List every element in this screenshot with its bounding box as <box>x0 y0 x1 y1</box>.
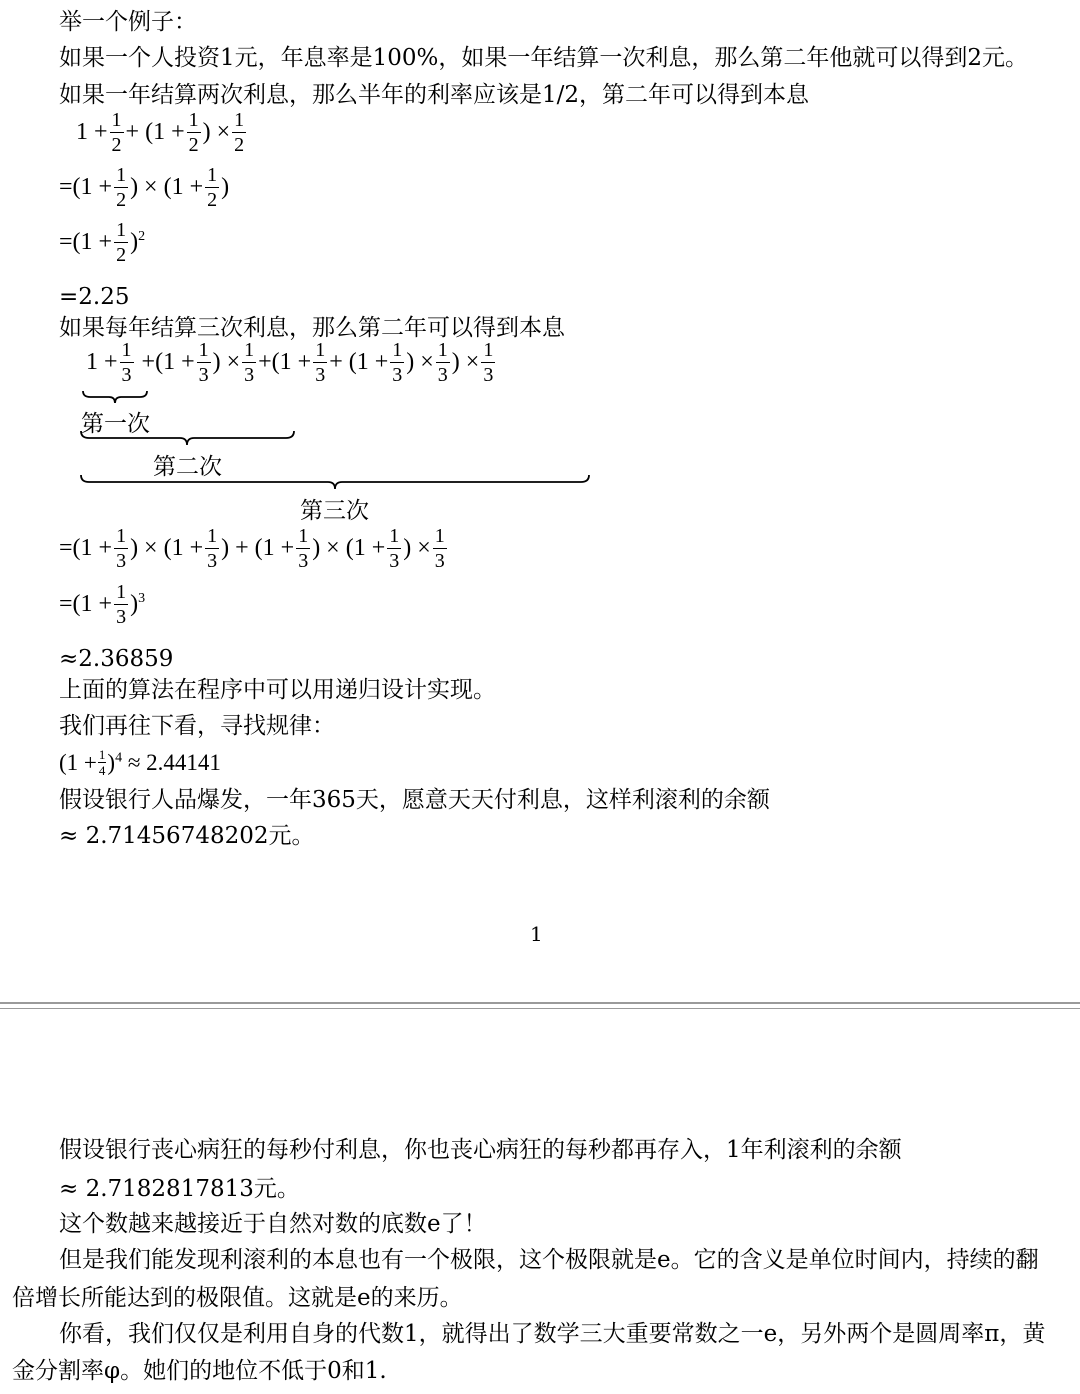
page-number: 1 <box>530 922 543 946</box>
equation-quarter: (1 + $\frac{1}{4}$ )$^4$ ≈ 2.44141 <box>59 747 221 778</box>
brace-label-second: 第二次 <box>153 454 222 480</box>
page-divider-inner <box>0 1008 1080 1009</box>
paragraph-second: 假设银行丧心病狂的每秒付利息，你也丧心病狂的每秒都再存入，1年利滚利的余额 <box>59 1137 902 1163</box>
intro-text: 举一个例子： <box>59 9 197 35</box>
equation-third-sum: 1 + $\frac{1}{3}$ +(1 + $\frac{1}{3}$ ) × $\frac{1}{3}$ +(1 + $\frac{1}{3}$ + (1 + $\frac{1}{3}$ ) × $\frac{1}{3}$ ) × $\frac{1}{3}$ <box>86 339 494 386</box>
paragraph-limit-line2: 倍增长所能达到的极限值。这就是e的来历。 <box>12 1285 463 1311</box>
equation-half-power: =(1 + $\frac{1}{2}$ )$^2$ <box>59 219 146 266</box>
equation-half-product: =(1 + $\frac{1}{2}$ ) × (1 + $\frac{1}{2}$ ) <box>59 164 230 211</box>
paragraph-e-approach: 这个数越来越接近于自然对数的底数e了！ <box>59 1211 487 1237</box>
paragraph-daily-result: ≈ 2.71456748202元。 <box>59 823 315 849</box>
equation-half-result: =2.25 <box>59 284 130 310</box>
brace-second <box>80 430 296 446</box>
equation-third-product: =(1 + $\frac{1}{3}$ ) × (1 + $\frac{1}{3}$ ) + (1 + $\frac{1}{3}$ ) × (1 + $\frac{1}{3}$ ) × $\frac{1}{3}$ <box>59 525 445 572</box>
brace-label-first: 第一次 <box>81 411 150 437</box>
paragraph-daily: 假设银行人品爆发，一年365天，愿意天天付利息，这样利滚利的余额 <box>59 787 770 813</box>
paragraph-twice: 如果一年结算两次利息，那么半年的利率应该是1/2，第二年可以得到本息 <box>59 82 810 108</box>
paragraph-pattern: 我们再往下看，寻找规律： <box>59 713 335 739</box>
paragraph-constants-line2: 金分割率φ。她们的地位不低于0和1. <box>12 1358 387 1384</box>
equation-third-result: ≈2.36859 <box>59 646 174 672</box>
equation-quarter-result: ≈ 2.44141 <box>127 749 221 775</box>
brace-third <box>80 474 592 490</box>
equation-half-sum: 1 + $\frac{1}{2}$ + (1 + $\frac{1}{2}$ ) × $\frac{1}{2}$ <box>76 109 245 156</box>
paragraph-thrice: 如果每年结算三次利息，那么第二年可以得到本息 <box>59 315 565 341</box>
page-divider <box>0 1002 1080 1004</box>
paragraph-constants-line1: 你看，我们仅仅是利用自身的代数1，就得出了数学三大重要常数之一e，另外两个是圆周率π，黄 <box>59 1321 1046 1347</box>
equation-third-power: =(1 + $\frac{1}{3}$ )$^3$ <box>59 581 146 628</box>
paragraph-recursion: 上面的算法在程序中可以用递归设计实现。 <box>59 677 496 703</box>
paragraph-second-result: ≈ 2.7182817813元。 <box>59 1176 300 1202</box>
paragraph-invest: 如果一个人投资1元，年息率是100%，如果一年结算一次利息，那么第二年他就可以得到2元。 <box>59 45 1029 71</box>
brace-first <box>82 390 148 404</box>
paragraph-limit-line1: 但是我们能发现利滚利的本息也有一个极限，这个极限就是e。它的含义是单位时间内，持续的翻 <box>59 1247 1039 1273</box>
brace-label-third: 第三次 <box>300 498 369 524</box>
